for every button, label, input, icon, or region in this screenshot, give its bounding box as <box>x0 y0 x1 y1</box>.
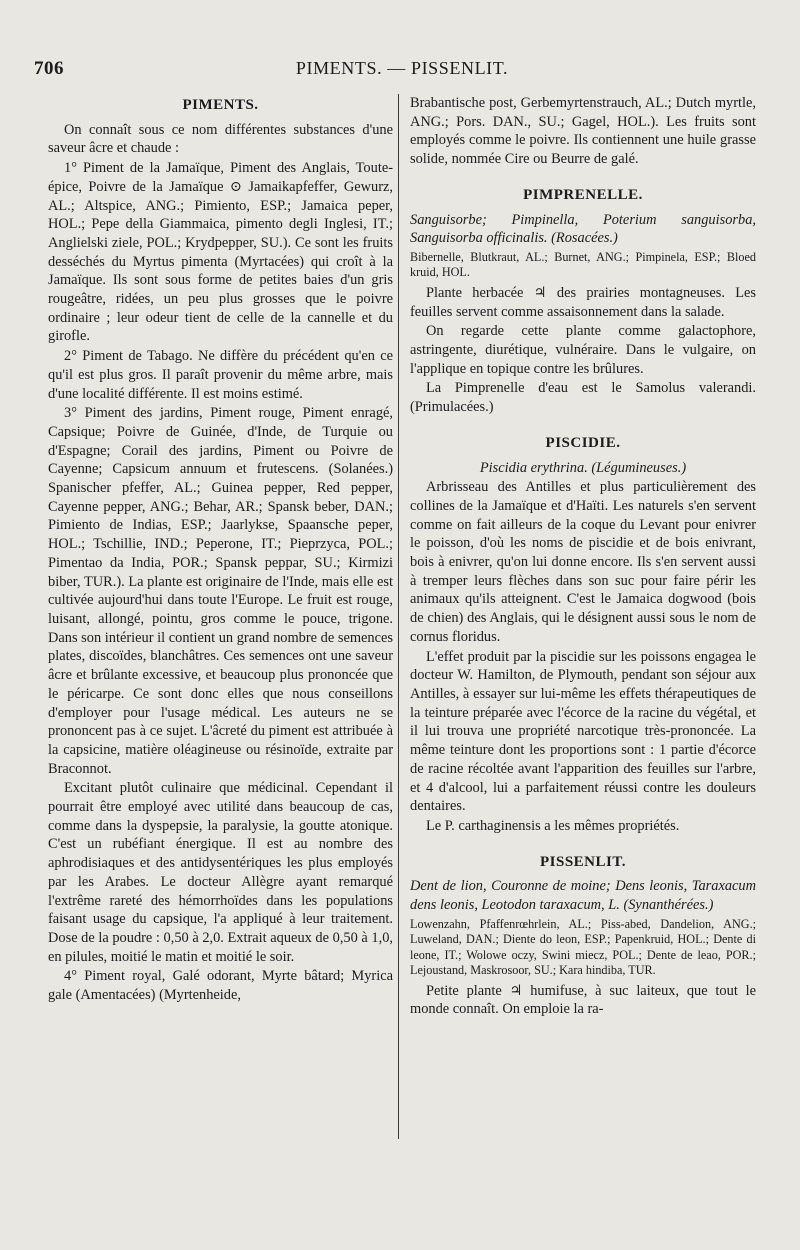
entry-names: Dent de lion, Couronne de moine; Dens leonis, Taraxacum dens leonis, Leotodon taraxacum, L. (Synanthérées.) <box>410 878 756 914</box>
entry-synonyms: Lowenzahn, Pfaffenrœhrlein, AL.; Piss-abed, Dandelion, ANG.; Luweland, DAN.; Diente do leon, ESP.; Papenkruid, HOL.; Dente di leone, IT.; Wolowe oczy, Swini miecz, POL.; Dente de leao, POR.; Lejoustand, Maskrosoor, SU.; Kara hindiba, TUR. <box>410 916 756 978</box>
left-column <box>48 94 393 1006</box>
entry-names: Piscidia erythrina. (Légumineuses.) <box>479 459 687 476</box>
paragraph: 2° Piment de Tabago. Ne diffère du précédent qu'en ce qu'il est plus gros. Il paraît provenir du même arbre, mais d'une localité différente. Il est moins estimé. <box>48 348 393 402</box>
paragraph: Le P. carthaginensis a les mêmes propriétés. <box>426 817 680 834</box>
paragraph: Plante herbacée ♃ des prairies montagneuses. Les feuilles servent comme assaisonnement dans la salade. <box>410 284 756 320</box>
running-title: PIMENTS. — PISSENLIT. <box>295 58 509 78</box>
entry-title-pimprenelle: PIMPRENELLE. <box>523 186 643 203</box>
paragraph: Arbrisseau des Antilles et plus particulièrement des collines de la Jamaïque et d'Haïti. Les naturels s'en servent comme on fait ailleurs de la coque du Levant pour enivrer le poisson, d'où les noms de piscidie et de bois enivrant, bois à enivrer, qu'on lui donne encore. Ils s'en servent aussi à tremper leurs flèches dans son suc pour faire périr les animaux qu'ils atteignent. C'est le Jamaica dogwood (bois de chien) des Anglais, qui le désignent aussi sous le nom de cornus floridus. <box>410 479 756 645</box>
running-header <box>34 58 770 86</box>
entry-synonyms: Bibernelle, Blutkraut, AL.; Burnet, ANG.; Pimpinela, ESP.; Bloed kruid, HOL. <box>410 249 756 280</box>
paragraph: La Pimprenelle d'eau est le Samolus valerandi. (Primulacées.) <box>410 380 756 416</box>
paragraph: L'effet produit par la piscidie sur les poissons engagea le docteur W. Hamilton, de Plymouth, pendant son séjour aux Antilles, à essayer sur lui-même les effets thérapeutiques de la teinture préparée avec l'écorce de la racine du végétal, et il lui trouva une propriété narcotique très-prononcée. La même teinture dont les proportions sont : 1 partie d'écorce de racine récoltée avant l'apparition des feuilles sur l'arbre, et 4 d'alcool, lui a parfaitement réussi contre les douleurs dentaires. <box>410 648 756 815</box>
right-column <box>410 94 756 1020</box>
paragraph: On connaît sous ce nom différentes substances d'une saveur âcre et chaude : <box>48 121 393 157</box>
column-divider <box>398 94 399 1139</box>
paragraph: On regarde cette plante comme galactophore, astringente, diurétique, vulnéraire. Dans le vulgaire, on l'applique en topique contre les brûlures. <box>410 323 756 377</box>
entry-names: Sanguisorbe; Pimpinella, Poterium sanguisorba, Sanguisorba officinalis. (Rosacées.) <box>410 211 756 247</box>
paragraph: 3° Piment des jardins, Piment rouge, Piment enragé, Capsique; Poivre de Guinée, d'Inde, de Turquie ou d'Espagne; Corail des jardins, Piment ou Poivre de Cayenne; Capsicum annuum et frutescens. (Solanées.) Spanischer pfeffer, AL.; Guinea pepper, Red pepper, Cayenne pepper, ANG.; Behar, AR.; Spansk beber, DAN.; Pimiento de Indias, ESP.; Jaarlykse, Spaansche peper, HOL.; Tschillie, IND.; Peperone, IT.; Pieprzyca, POL.; Pimentao da India, POR.; Spansk peppar, SU.; Kirmizi biber, TUR.). La plante est originaire de l'Inde, mais elle est cultivée aujourd'hui dans toute l'Europe. Le fruit est rouge, luisant, allongé, pointu, gros comme le pouce, trigone. Dans son intérieur il contient un grand nombre de semences plates, discoïdes, blanchâtres. Ces semences ont une saveur âcre et brûlante excessive, et beaucoup plus prononcée que le péricarpe. Ce sont donc elles que nous conseillons d'employer pour l'usage médical. Les auteurs ne se prononcent pas à ce sujet. L'âcreté du piment est attribuée à la capsicine, matière oléagineuse ou résinoïde, extraite par Braconnot. <box>48 405 393 777</box>
entry-title-pissenlit: PISSENLIT. <box>539 853 626 870</box>
paragraph: 4° Piment royal, Galé odorant, Myrte bâtard; Myrica gale (Amentacées) (Myrtenheide, <box>48 968 393 1004</box>
page-number: 706 <box>34 58 64 79</box>
entry-title-piscidie: PISCIDIE. <box>545 434 621 451</box>
paragraph: Petite plante ♃ humifuse, à suc laiteux, que tout le monde connaît. On emploie la ra- <box>410 982 756 1018</box>
entry-title-piments: PIMENTS. <box>182 97 259 113</box>
paragraph: Excitant plutôt culinaire que médicinal. Cependant il pourrait être employé avec utilité dans beaucoup de cas, comme dans la dyspepsie, la paralysie, la goutte atonique. C'est un rubéfiant énergique. Il est au nombre des aphrodisiaques et des antidysentériques les plus employés par les Arabes. Le docteur Allègre ayant remarqué l'extrême rareté des hémorrhoïdes dans les populations faisant usage du capsique, l'a appliqué à leur traitement. Dose de la poudre : 0,50 à 2,0. Extrait aqueux de 0,50 à 1,0, en pilules, moitié le matin et moitié le soir. <box>48 780 393 965</box>
paragraph-continuation: Brabantische post, Gerbemyrtenstrauch, AL.; Dutch myrtle, ANG.; Pors. DAN., SU.; Gagel, HOL.). Les fruits sont employés comme le poivre. Ils contiennent une huile grasse solide, nommée Cire ou Beurre de galé. <box>410 95 756 168</box>
paragraph: 1° Piment de la Jamaïque, Piment des Anglais, Toute-épice, Poivre de la Jamaïque ⊙ Jamaikapfeffer, Gewurz, AL.; Altspice, ANG.; Pimiento, ESP.; Jamaica peper, HOL.; Pepe della Giammaica, pimento degli Inglesi, IT.; Anglielski ziele, POL.; Krydpepper, SU.). Ce sont les fruits desséchés du Myrtus pimenta (Myrtacées) qui croît à la Jamaïque. Ils sont sous forme de petites baies d'un gris rougeâtre, ridées, un peu plus grosses que le poivre ordinaire ; leur odeur tient de celle de la cannelle et du girofle. <box>48 160 393 345</box>
